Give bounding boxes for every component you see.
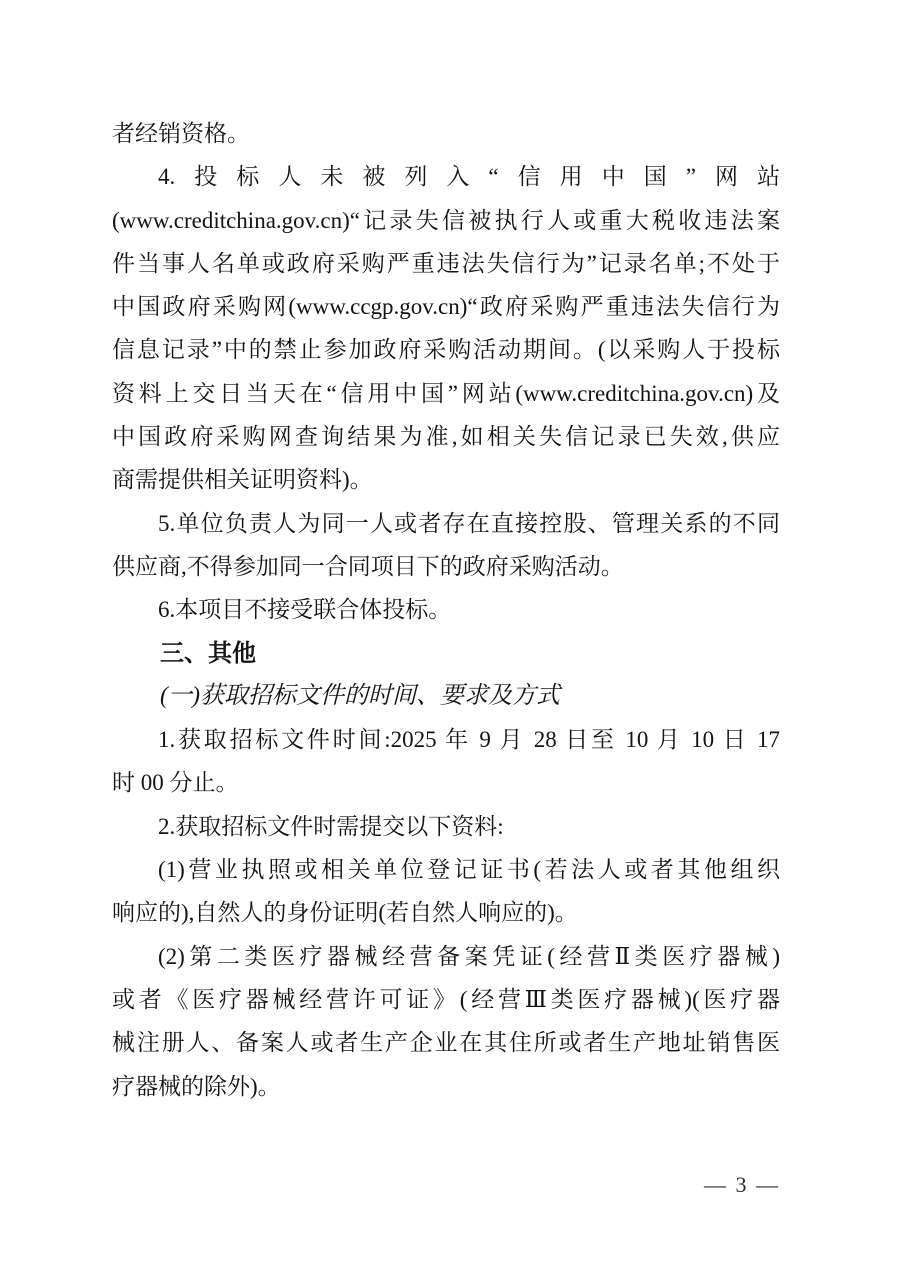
document-line: 5.单位负责人为同一人或者存在直接控股、管理关系的不同: [158, 510, 780, 536]
document-line: 供应商,不得参加同一合同项目下的政府采购活动。: [112, 553, 624, 579]
document-line: 械注册人、备案人或者生产企业在其住所或者生产地址销售医: [112, 1030, 780, 1056]
document-line: 者经销资格。: [112, 121, 250, 146]
document-line: (1)营业执照或相关单位登记证书(若法人或者其他组织: [158, 857, 780, 883]
document-line: 信息记录”中的禁止参加政府采购活动期间。(以采购人于投标: [112, 337, 780, 363]
document-line: 6.本项目不接受联合体投标。: [158, 597, 452, 623]
document-body: [112, 112, 780, 1108]
document-line: 资料上交日当天在“信用中国”网站(www.creditchina.gov.cn)及: [112, 380, 780, 406]
subsection-heading: (一)获取招标文件的时间、要求及方式: [160, 682, 560, 709]
document-line: (2)第二类医疗器械经营备案凭证(经营Ⅱ类医疗器械): [158, 943, 780, 969]
document-line: 1.获取招标文件时间:2025 年 9 月 28 日至 10 月 10 日 17: [158, 727, 780, 753]
document-line: 时 00 分止。: [112, 770, 239, 796]
page-number: — 3 —: [704, 1172, 780, 1197]
section-heading: 三、其他: [160, 639, 256, 667]
document-line: (www.creditchina.gov.cn)“记录失信被执行人或重大税收违法案: [112, 207, 780, 233]
document-line: 2.获取招标文件时需提交以下资料:: [158, 813, 504, 839]
document-line: 件当事人名单或政府采购严重违法失信行为”记录名单;不处于: [112, 250, 780, 276]
document-line: 中国政府采购网(www.ccgp.gov.cn)“政府采购严重违法失信行为: [112, 294, 780, 320]
document-line: 商需提供相关证明资料)。: [112, 467, 373, 493]
document-line: 4.投标人未被列入“信用中国”网站: [158, 164, 780, 190]
document-line: 疗器械的除外)。: [112, 1073, 281, 1099]
document-line: 响应的),自然人的身份证明(若自然人响应的)。: [112, 900, 578, 926]
document-line: 中国政府采购网查询结果为准,如相关失信记录已失效,供应: [112, 424, 780, 450]
document-line: 或者《医疗器械经营许可证》(经营Ⅲ类医疗器械)(医疗器: [112, 986, 780, 1012]
